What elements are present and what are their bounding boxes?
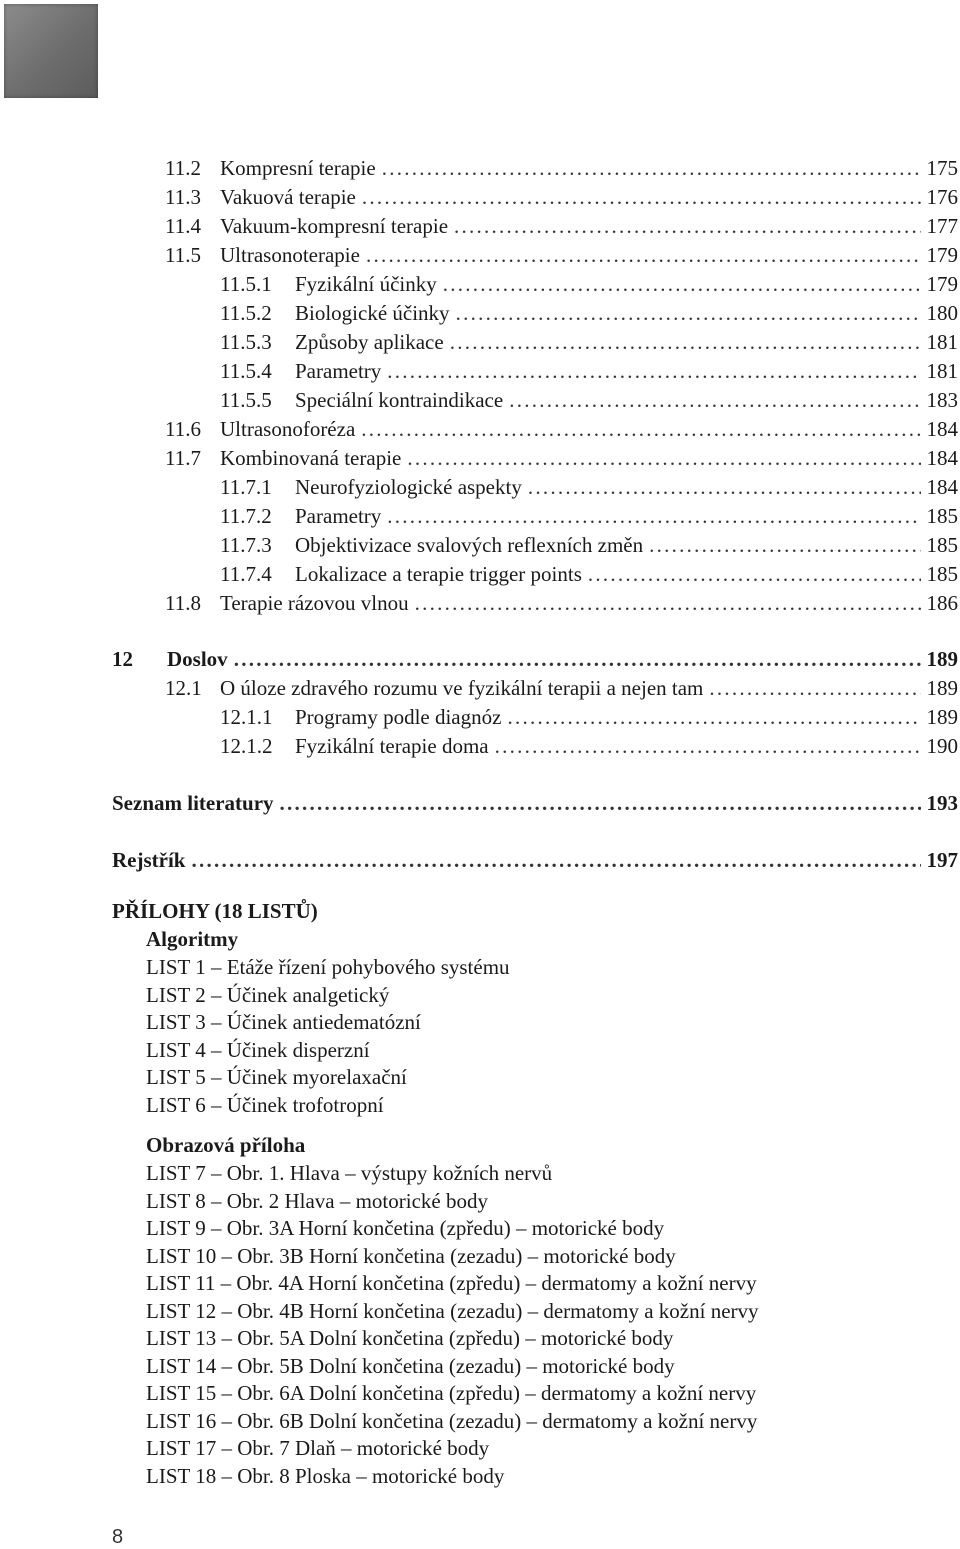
toc-entry-title: Neurofyziologické aspekty xyxy=(295,475,522,499)
toc-entry-number: 12 xyxy=(112,647,133,671)
toc-entry-number: 11.5.2 xyxy=(220,301,272,325)
toc-entry[interactable] xyxy=(165,590,958,616)
toc-dot-leader xyxy=(443,271,921,297)
appendix-list-item: LIST 6 – Účinek trofotropní xyxy=(146,1092,384,1117)
appendix-list-item: LIST 1 – Etáže řízení pohybového systému xyxy=(146,955,510,979)
toc-entry-title: Způsoby aplikace xyxy=(295,330,444,354)
toc-dot-leader xyxy=(456,300,921,326)
toc-entry-page: 184 xyxy=(926,446,958,470)
toc-entry-number: 11.6 xyxy=(165,417,201,441)
appendix-list-item: LIST 16 – Obr. 6B Dolní končetina (zezadu) – dermatomy a kožní nervy xyxy=(146,1408,758,1433)
toc-entry[interactable] xyxy=(165,242,958,268)
toc-entry[interactable] xyxy=(112,646,958,672)
appendix-list-item: LIST 5 – Účinek myorelaxační xyxy=(146,1065,407,1089)
toc-entry-number: 11.7.3 xyxy=(220,533,272,557)
toc-dot-leader xyxy=(387,358,920,384)
toc-entry-title: Objektivizace svalových reflexních změn xyxy=(295,533,644,557)
toc-entry-title: Lokalizace a terapie trigger points xyxy=(295,562,582,586)
appendix-heading: PŘÍLOHY (18 LISTŮ) xyxy=(112,899,318,923)
toc-entry[interactable] xyxy=(220,358,958,384)
appendix-list-item: LIST 9 – Obr. 3A Horní končetina (zpředu) – motorické body xyxy=(146,1216,665,1240)
toc-entry-page: 190 xyxy=(926,734,958,758)
toc-entry[interactable] xyxy=(220,329,958,355)
toc-entry-page: 185 xyxy=(926,504,958,528)
toc-entry-number: 11.8 xyxy=(165,591,201,615)
appendix-list-item: LIST 11 – Obr. 4A Horní končetina (zpředu) – dermatomy a kožní nervy xyxy=(146,1271,757,1295)
toc-entry-title: Ultrasonoterapie xyxy=(220,243,360,267)
appendix-list-item: LIST 7 – Obr. 1. Hlava – výstupy kožních nervů xyxy=(146,1161,553,1185)
toc-entry-page: 176 xyxy=(926,185,958,209)
toc-entry-number: 11.5.4 xyxy=(220,359,272,383)
appendix-list-item: LIST 8 – Obr. 2 Hlava – motorické body xyxy=(146,1188,488,1213)
toc-entry-number: 11.7 xyxy=(165,446,201,470)
toc-entry-page: 184 xyxy=(926,417,958,441)
toc-entry-title: Rejstřík xyxy=(112,848,186,872)
toc-entry-title: O úloze zdravého rozumu ve fyzikální terapii a nejen tam xyxy=(220,676,704,700)
toc-entry[interactable] xyxy=(220,300,958,326)
toc-dot-leader xyxy=(362,184,921,210)
toc-entry[interactable] xyxy=(220,271,958,297)
page-corner-tab xyxy=(4,4,98,98)
appendix-list-item: LIST 18 – Obr. 8 Ploska – motorické body xyxy=(146,1463,505,1488)
toc-entry-title: Doslov xyxy=(167,647,228,671)
toc-entry-number: 11.7.1 xyxy=(220,475,272,499)
toc-entry[interactable] xyxy=(220,561,958,587)
appendix-list-item: LIST 15 – Obr. 6A Dolní končetina (zpředu) – dermatomy a kožní nervy xyxy=(146,1381,757,1405)
toc-dot-leader xyxy=(450,329,921,355)
toc-dot-leader xyxy=(382,155,921,181)
toc-entry[interactable] xyxy=(220,474,958,500)
toc-dot-leader xyxy=(649,532,920,558)
page-number: 8 xyxy=(112,1526,124,1548)
appendix-list-item: LIST 2 – Účinek analgetický xyxy=(146,982,390,1007)
toc-entry-number: 11.7.2 xyxy=(220,504,272,528)
toc-entry-title: Kombinovaná terapie xyxy=(220,446,402,470)
appendix-list-item: LIST 4 – Účinek disperzní xyxy=(146,1037,370,1062)
toc-entry-number: 11.5.5 xyxy=(220,388,272,412)
toc-entry-number: 11.5 xyxy=(165,243,201,267)
toc-dot-leader xyxy=(495,733,921,759)
appendix-list-item: LIST 12 – Obr. 4B Horní končetina (zezadu) – dermatomy a kožní nervy xyxy=(146,1298,759,1323)
toc-entry[interactable] xyxy=(220,503,958,529)
toc-entry[interactable] xyxy=(112,847,958,873)
toc-entry-title: Fyzikální účinky xyxy=(295,272,437,296)
toc-entry[interactable] xyxy=(165,416,958,442)
toc-entry-number: 11.4 xyxy=(165,214,201,238)
appendix-group-images-title: Obrazová příloha xyxy=(146,1133,306,1157)
toc-entry-number: 11.3 xyxy=(165,185,201,209)
toc-entry-title: Seznam literatury xyxy=(112,791,274,815)
toc-entry[interactable] xyxy=(165,213,958,239)
toc-entry-title: Ultrasonoforéza xyxy=(220,417,356,441)
toc-entry[interactable] xyxy=(220,532,958,558)
toc-entry-number: 11.5.3 xyxy=(220,330,272,354)
toc-entry-page: 189 xyxy=(926,647,958,671)
toc-entry-page: 175 xyxy=(926,156,958,180)
toc-dot-leader xyxy=(366,242,921,268)
toc-entry-page: 189 xyxy=(926,676,958,700)
toc-entry-page: 185 xyxy=(926,533,958,557)
toc-entry-page: 179 xyxy=(926,272,958,296)
appendix-list-item: LIST 17 – Obr. 7 Dlaň – motorické body xyxy=(146,1436,490,1460)
toc-entry-number: 11.5.1 xyxy=(220,272,272,296)
toc-entry[interactable] xyxy=(220,387,958,413)
toc-entry-title: Biologické účinky xyxy=(295,301,450,325)
toc-entry-page: 181 xyxy=(926,330,958,354)
toc-entry-title: Kompresní terapie xyxy=(220,156,376,180)
toc-dot-leader xyxy=(191,847,920,873)
toc-entry-number: 12.1 xyxy=(165,676,202,700)
toc-dot-leader xyxy=(234,646,921,672)
toc-entry-title: Terapie rázovou vlnou xyxy=(220,591,409,615)
toc-entry-title: Programy podle diagnóz xyxy=(295,705,502,729)
toc-entry-page: 186 xyxy=(926,591,958,615)
toc-entry-page: 197 xyxy=(926,848,958,872)
toc-dot-leader xyxy=(507,704,920,730)
toc-entry[interactable] xyxy=(165,675,958,701)
toc-entry-title: Parametry xyxy=(295,504,382,528)
toc-entry-page: 185 xyxy=(926,562,958,586)
toc-entry-title: Vakuová terapie xyxy=(220,185,356,209)
toc-dot-leader xyxy=(280,790,921,816)
toc-entry[interactable] xyxy=(112,790,958,816)
toc-dot-leader xyxy=(528,474,921,500)
appendix-list-item: LIST 13 – Obr. 5A Dolní končetina (zpředu) – motorické body xyxy=(146,1326,674,1350)
toc-entry-title: Speciální kontraindikace xyxy=(295,388,504,412)
toc-entry[interactable] xyxy=(220,733,958,759)
toc-dot-leader xyxy=(509,387,920,413)
toc-dot-leader xyxy=(407,445,920,471)
appendix-list-item: LIST 10 – Obr. 3B Horní končetina (zezadu) – motorické body xyxy=(146,1243,676,1268)
appendix-list-item: LIST 14 – Obr. 5B Dolní končetina (zezadu) – motorické body xyxy=(146,1353,675,1378)
appendix-list-item: LIST 3 – Účinek antiedematózní xyxy=(146,1010,421,1034)
toc-entry[interactable] xyxy=(165,445,958,471)
toc-entry-number: 11.7.4 xyxy=(220,562,272,586)
toc-entry-page: 183 xyxy=(926,388,958,412)
toc-dot-leader xyxy=(361,416,920,442)
toc-dot-leader xyxy=(709,675,920,701)
toc-entry-page: 193 xyxy=(926,791,958,815)
toc-entry-number: 12.1.1 xyxy=(220,705,273,729)
toc-entry-number: 12.1.2 xyxy=(220,734,273,758)
toc-entry[interactable] xyxy=(165,155,958,181)
toc-entry-page: 180 xyxy=(926,301,958,325)
toc-dot-leader xyxy=(415,590,921,616)
appendix-group-algorithms-title: Algoritmy xyxy=(146,927,239,951)
toc-entry-title: Vakuum-kompresní terapie xyxy=(220,214,449,238)
toc-dot-leader xyxy=(387,503,920,529)
toc-entry-page: 179 xyxy=(926,243,958,267)
toc-entry-page: 177 xyxy=(926,214,958,238)
toc-entry-number: 11.2 xyxy=(165,156,201,180)
toc-entry-title: Fyzikální terapie doma xyxy=(295,734,489,758)
toc-entry-page: 184 xyxy=(926,475,958,499)
toc-dot-leader xyxy=(454,213,920,239)
toc-entry-title: Parametry xyxy=(295,359,382,383)
toc-entry[interactable] xyxy=(220,704,958,730)
toc-entry-page: 181 xyxy=(926,359,958,383)
toc-entry-page: 189 xyxy=(926,705,958,729)
toc-dot-leader xyxy=(588,561,921,587)
toc-entry[interactable] xyxy=(165,184,958,210)
